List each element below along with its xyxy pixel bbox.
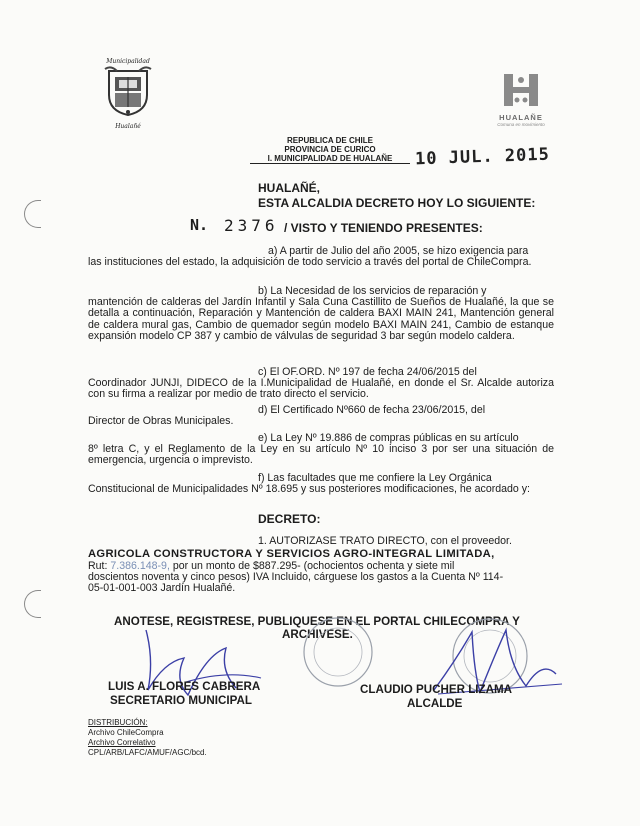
crest-shield-icon [103, 65, 153, 117]
rut-value: 7.386.148-9, [110, 560, 170, 572]
distribution-heading: DISTRIBUCIÓN: [88, 718, 148, 727]
amount-line-3: 05-01-001-003 Jardín Hualañé. [88, 582, 236, 594]
header-line-2: PROVINCIA DE CURICO [284, 145, 376, 154]
mayor-title: ALCALDE [407, 697, 463, 710]
decree-number: 2376 [224, 216, 279, 235]
header-line-1: REPUBLICA DE CHILE [287, 136, 373, 145]
crest-bottom-text: Hualañé [115, 123, 141, 130]
closing-line-1: ANOTESE, REGISTRESE, PUBLIQUESE EN EL PORTAL CHILECOMPRA Y [114, 615, 520, 628]
municipal-crest [103, 58, 153, 130]
municipal-stamp-right [453, 619, 527, 693]
decree-prefix: N. [190, 216, 209, 234]
distribution-item-3: CPL/ARB/LAFC/AMUF/AGC/bcd. [88, 748, 207, 757]
visto-heading: / VISTO Y TENIENDO PRESENTES: [284, 221, 483, 235]
considerando-b-rest: mantención de calderas del Jardín Infantil y Sala Cuna Castillito de Sueños de Hualañé, la que se detalla a continuación, Reparación y Mantención de caldera BAXI MAIN 241, Mantención general de caldera mural gas, Cambio de quemador según modelo BAXI MAIN 241, Cambio de estanque expansión modelo CP 387 y cambio de válvulas de seguridad 3 bar según modelo caldera. [88, 296, 554, 343]
brand-name: HUALAÑE [499, 113, 543, 122]
binder-hole-bottom [24, 590, 41, 618]
considerando-a-rest: las instituciones del estado, la adquisición de todo servicio a través del portal de ChileCompra. [88, 256, 532, 268]
header-underline [250, 163, 410, 164]
intro-heading: ESTA ALCALDIA DECRETO HOY LO SIGUIENTE: [258, 196, 536, 210]
crest-top-text: Municipalidad [106, 58, 150, 65]
considerando-b-first: b) La Necesidad de los servicios de reparación y [258, 285, 487, 297]
rut-label: Rut: [88, 560, 108, 572]
secretary-title: SECRETARIO MUNICIPAL [110, 694, 252, 707]
considerando-c-first: c) El OF.ORD. Nº 197 de fecha 24/06/2015 del [258, 366, 477, 378]
distribution-item-2: Archivo Correlativo [88, 738, 156, 747]
considerando-f-first: f) Las facultades que me confiere la Ley Orgánica [258, 472, 492, 484]
considerando-d-first: d) El Certificado Nº660 de fecha 23/06/2015, del [258, 404, 486, 416]
mayor-name: CLAUDIO PUCHER LIZAMA [360, 683, 512, 696]
considerando-f-rest: Constitucional de Municipalidades Nº 18.695 y sus posteriores modificaciones, he acordado y: [88, 483, 530, 495]
considerando-e-rest: 8º letra C, y el Reglamento de la Ley en su artículo Nº 10 inciso 3 por ser una situación de emergencia, urgencia o imprevisto. [88, 443, 554, 467]
secretary-name: LUIS A. FLORES CABRERA [108, 680, 261, 693]
header-line-3: I. MUNICIPALIDAD DE HUALAÑE [267, 154, 393, 163]
considerando-e-first: e) La Ley Nº 19.886 de compras públicas en su artículo [258, 432, 519, 444]
decreto-heading: DECRETO: [258, 512, 321, 526]
considerando-d-rest: Director de Obras Municipales. [88, 415, 234, 427]
amount-line-2: doscientos noventa y cinco pesos) IVA Incluido, cárguese los gastos a la Cuenta Nº 114- [88, 571, 504, 583]
hualane-brand-logo [490, 72, 552, 127]
intro-place: HUALAÑÉ, [258, 181, 320, 195]
considerando-a-first: a) A partir de Julio del año 2005, se hizo exigencia para [268, 245, 529, 257]
binder-hole-top [24, 200, 41, 228]
considerando-c-rest: Coordinador JUNJI, DIDECO de la I.Municipalidad de Hualañé, en donde el Sr. Alcalde autoriza con su firma a realizar por medio de trato directo el servicio. [88, 377, 554, 401]
decreto-item-1: 1. AUTORIZASE TRATO DIRECTO, con el proveedor. [258, 535, 512, 547]
brand-tagline: Comuna en movimiento [497, 122, 545, 127]
amount-line-1: por un monto de $887.295- (ochocientos ochenta y siete mil [172, 560, 455, 572]
date-stamp: 10 JUL. 2015 [414, 144, 551, 170]
closing-line-2: ARCHIVESE. [282, 628, 353, 641]
municipal-stamp-left [304, 618, 372, 686]
distribution-item-1: Archivo ChileCompra [88, 728, 164, 737]
provider-name: AGRICOLA CONSTRUCTORA Y SERVICIOS AGRO-INTEGRAL LIMITADA, [88, 548, 495, 560]
h-logo-icon [501, 72, 541, 108]
